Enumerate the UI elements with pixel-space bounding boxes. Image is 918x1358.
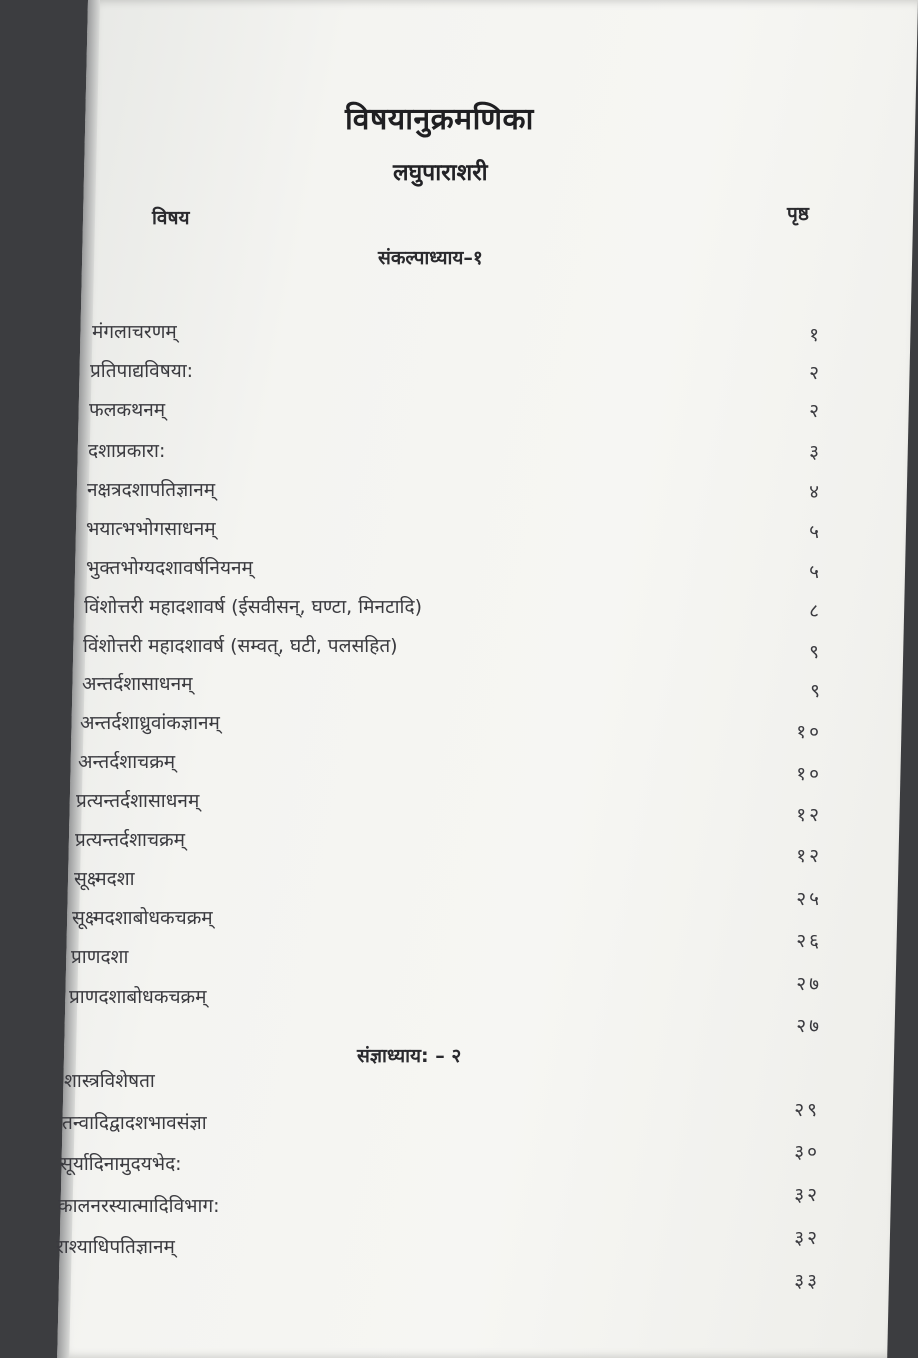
- toc-entry-title: सूर्यादिनामुदयभेद:: [60, 1153, 182, 1175]
- toc-page-number: ३०: [794, 1141, 820, 1163]
- toc-page-number: ३३: [794, 1270, 820, 1292]
- toc-page-number: ३: [809, 441, 822, 463]
- toc-entry-title: नक्षत्रदशापतिज्ञानम्: [87, 479, 216, 501]
- toc-entry-title: कालनरस्यात्मादिविभाग:: [58, 1195, 220, 1217]
- toc-page-number: १०: [796, 721, 822, 743]
- toc-entry-title: मंगलाचरणम्: [92, 321, 177, 343]
- toc-entry-title: फलकथनम्: [89, 399, 166, 421]
- toc-page-number: २७: [796, 1015, 822, 1037]
- toc-page-number: २५: [796, 888, 822, 910]
- book-subtitle: लघुपाराशरी: [393, 160, 488, 186]
- toc-page-number: २९: [794, 1099, 820, 1121]
- toc-entry-title: राश्याधिपतिज्ञानम्: [56, 1236, 175, 1258]
- toc-page-number: ४: [809, 481, 822, 503]
- toc-entry-title: अन्तर्दशासाधनम्: [82, 673, 193, 695]
- toc-page-number: ५: [809, 521, 822, 543]
- toc-entry-title: सूक्ष्मदशा: [74, 868, 135, 890]
- toc-page-number: ३२: [794, 1184, 820, 1206]
- toc-entry-title: विंशोत्तरी महादशावर्ष (ईसवीसन्, घण्टा, मिनटादि): [84, 596, 422, 618]
- toc-entry-title: सूक्ष्मदशाबोधकचक्रम्: [72, 907, 213, 929]
- toc-entry-title: विंशोत्तरी महादशावर्ष (सम्वत्, घटी, पलसहित): [83, 635, 398, 657]
- toc-entry-title: शास्त्रविशेषता: [64, 1070, 155, 1092]
- page-column-header: पृष्ठ: [787, 203, 809, 225]
- toc-page-number: ९: [810, 680, 823, 702]
- page-title: विषयानुक्रमणिका: [345, 102, 534, 137]
- toc-page-number: ५: [809, 561, 822, 583]
- toc-entry-title: दशाप्रकारा:: [88, 440, 166, 462]
- toc-page-number: ९: [809, 641, 822, 663]
- section-heading: संज्ञाध्याय: – २: [357, 1045, 462, 1067]
- subject-column-header: विषय: [152, 207, 190, 229]
- toc-entry-title: भुक्तभोग्यदशावर्षनियनम्: [86, 557, 253, 579]
- toc-page-number: १: [809, 324, 822, 346]
- toc-page-number: ३२: [794, 1227, 820, 1249]
- toc-entry-title: भयात्भभोगसाधनम्: [86, 518, 216, 540]
- toc-page-number: २: [809, 400, 822, 422]
- toc-page-number: १०: [796, 763, 822, 785]
- toc-page-number: २: [809, 362, 822, 384]
- toc-page-number: २७: [796, 973, 822, 995]
- toc-entry-title: अन्तर्दशाध्रुवांकज्ञानम्: [80, 712, 220, 734]
- toc-entry-title: प्रतिपाद्यविषया:: [90, 360, 194, 382]
- toc-entry-title: प्रत्यन्तर्दशाचक्रम्: [75, 829, 185, 851]
- toc-page-number: ८: [809, 600, 822, 622]
- toc-page-number: १२: [796, 845, 822, 867]
- section-heading: संकल्पाध्याय–१: [378, 247, 483, 269]
- toc-entry-title: प्राणदशा: [71, 946, 129, 968]
- toc-entry-title: प्राणदशाबोधकचक्रम्: [69, 986, 207, 1008]
- toc-page-number: १२: [796, 804, 822, 826]
- toc-entry-title: प्रत्यन्तर्दशासाधनम्: [76, 790, 200, 812]
- toc-page-number: २६: [796, 930, 822, 952]
- toc-entry-title: तन्वादिद्वादशभावसंज्ञा: [62, 1112, 207, 1134]
- toc-entry-title: अन्तर्दशाचक्रम्: [78, 751, 176, 773]
